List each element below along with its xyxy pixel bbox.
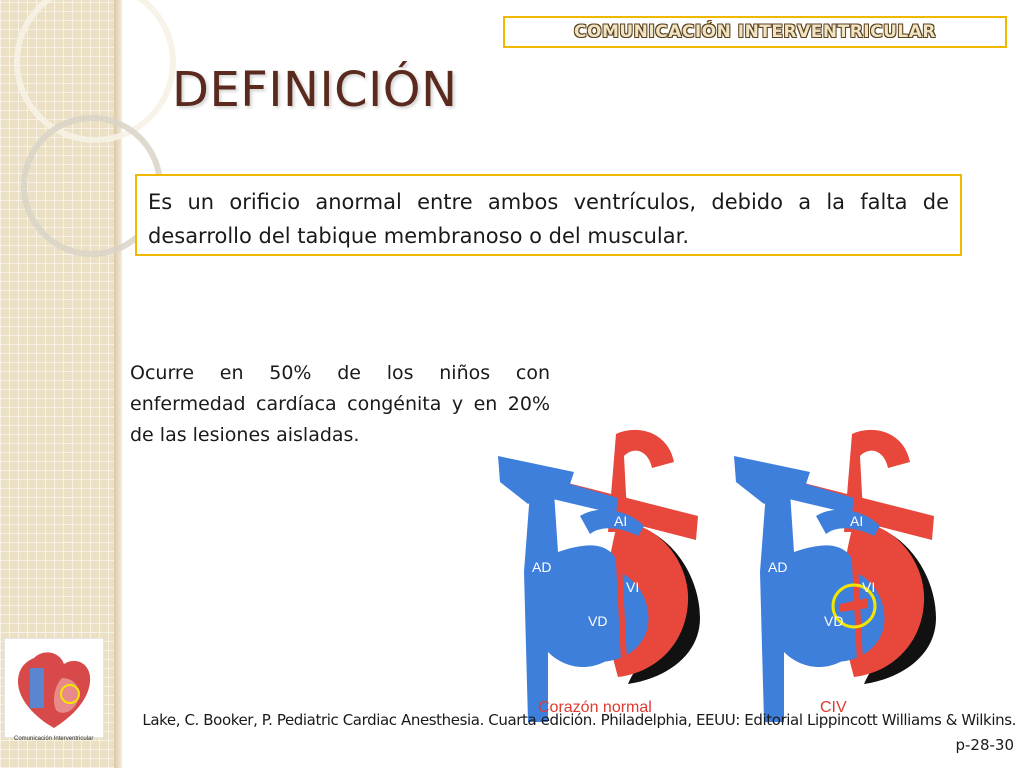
left-ventricle-label: VI [626, 579, 640, 595]
thumbnail-label: Comunicación Interventricular [14, 736, 94, 742]
right-ventricle-label: VD [588, 613, 608, 629]
civ-caption: CIV [820, 699, 847, 716]
incidence-text: Ocurre en 50% de los niños con enfermedad cardíaca congénita y en 20% de las lesiones aisladas. [130, 362, 550, 446]
normal-heart-illustration [498, 430, 700, 722]
heart-diagram [468, 422, 1024, 722]
page-reference: p-28-30 [955, 736, 1014, 754]
civ-left-atrium-label: AI [850, 513, 864, 529]
page-title: DEFINICIÓN [172, 62, 458, 118]
civ-left-ventricle-label: VI [862, 579, 876, 595]
definition-text: Es un orificio anormal entre ambos ventrículos, debido a la falta de desarrollo del tabique membranoso o del muscular. [148, 190, 949, 248]
normal-heart-caption: Corazón normal [538, 699, 652, 716]
civ-right-atrium-label: AD [768, 559, 788, 575]
citation-text: Lake, C. Booker, P. Pediatric Cardiac Anesthesia. Cuarta edición. Philadelphia, EEUU: Editorial Lippincott Williams & Wilkins. [142, 711, 1016, 729]
header-banner [503, 16, 1007, 48]
left-atrium-label: AI [614, 513, 628, 529]
definition-box [135, 174, 962, 256]
civ-heart-illustration [734, 430, 936, 722]
civ-right-ventricle-label: VD [824, 613, 844, 629]
header-title: COMUNICACIÓN INTERVENTRICULAR [574, 22, 936, 42]
decorative-rings [0, 0, 190, 320]
right-atrium-label: AD [532, 559, 552, 575]
